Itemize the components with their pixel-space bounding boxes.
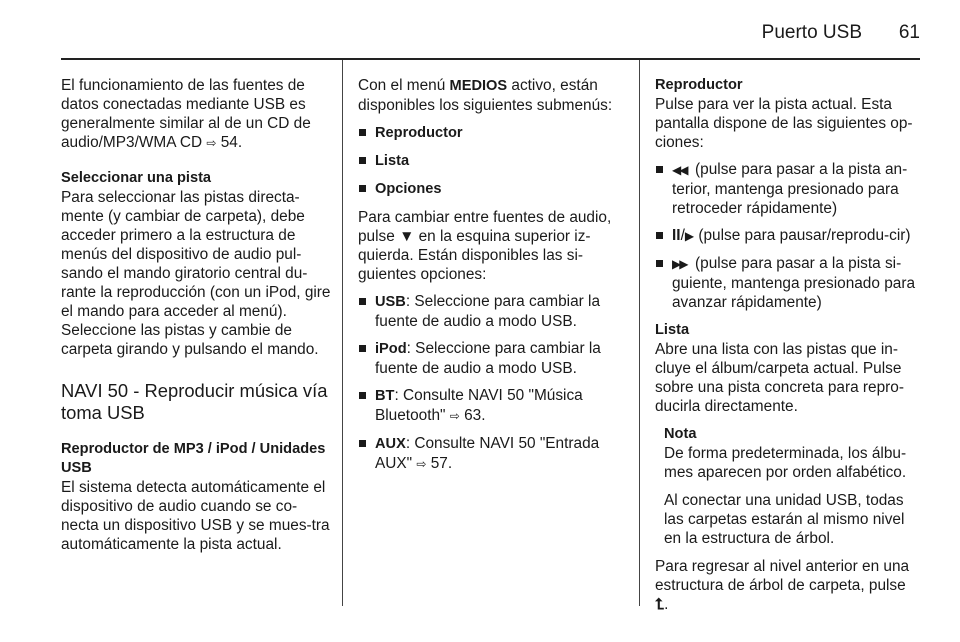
menu-paragraph: Con el menú MEDIOS activo, están disponibles los siguientes submenús: [358,77,613,114]
column-divider-1 [342,60,343,606]
page-ref-arrow-icon: ⇨ [449,409,460,423]
note-paragraph: De forma predeterminada, los álbu-mes aparecen por orden alfabético. [664,445,907,481]
submenu-item: Reproductor [358,123,626,143]
bullet-square-icon [359,392,366,399]
player-item: ◀◀ (pulse para pasar a la pista an-terior, mantenga presionado para retroceder rápidamente) [655,160,923,218]
section-heading: NAVI 50 - Reproducir música vía toma USB [61,380,328,423]
page-ref-arrow-icon: ⇨ [416,457,427,471]
bullet-square-icon [656,232,663,239]
pause-play-icon: II/▶ [672,227,695,244]
bullet-square-icon [359,298,366,305]
note-paragraph: Al conectar una unidad USB, todas las carpetas estarán al mismo nivel en la estructura de árbol. [664,492,905,547]
column-2 [358,76,626,474]
option-item: USB: Seleccione para cambiar la fuente de audio a modo USB. [358,292,626,331]
header-rule [61,58,920,60]
submenu-item: Lista [358,151,626,171]
bullet-square-icon [656,166,663,173]
option-item: AUX: Consulte NAVI 50 "Entrada AUX" ⇨ 57. [358,434,626,474]
page-ref-arrow-icon: ⇨ [206,136,217,150]
select-track-heading: Seleccionar una pista [61,170,212,186]
option-item: iPod: Seleccione para cambiar la fuente de audio a modo USB. [358,339,626,378]
player-heading: Reproductor [655,77,743,93]
rewind-icon: ◀◀ [672,163,687,177]
note-heading: Nota [664,426,697,442]
bullet-square-icon [656,260,663,267]
intro-paragraph: El funcionamiento de las fuentes de datos conectadas mediante USB es generalmente similar al de un CD de audio/MP3/WMA CD ⇨ 54. [61,77,311,151]
change-source-paragraph: Para cambiar entre fuentes de audio, pulse ▼ en la esquina superior iz-quierda. Están disponibles las si-guientes opciones: [358,209,612,283]
back-arrow-icon: ⮤ [655,596,665,613]
bullet-square-icon [359,345,366,352]
column-3 [655,76,923,614]
submenu-item: Opciones [358,179,626,199]
page-title: Puerto USB [761,22,862,43]
column-divider-2 [639,60,640,606]
player-item: II/▶ (pulse para pausar/reprodu-cir) [655,226,923,246]
fast-forward-icon: ▶▶ [672,257,687,271]
player-body: Pulse para ver la pista actual. Esta pantalla dispone de las siguientes op-ciones: [655,96,913,151]
mp3-body: El sistema detecta automáticamente el dispositivo de audio cuando se co-necta un dispositivo USB y se mues-tra automáticamente la pista actual. [61,479,330,553]
list-heading: Lista [655,322,690,338]
note-block [655,425,923,548]
back-paragraph: Para regresar al nivel anterior en una estructura de árbol de carpeta, pulse ⮤. [655,558,910,613]
bullet-square-icon [359,157,366,164]
select-track-body: Para seleccionar las pistas directa-mente (y cambiar de carpeta), debe acceder primero a la estructura de menús del dispositivo de audio pul-sando el mando giratorio central du-rante la reproducción (con un iPod, gire el mando para acceder al menú). Seleccione las pistas y cambie de carpeta girando y pulsando el mando. [61,189,331,358]
bullet-square-icon [359,185,366,192]
list-body: Abre una lista con las pistas que in-cluye el álbum/carpeta actual. Pulse sobre una pista concreta para repro-ducirla directamente. [655,341,904,415]
mp3-heading: Reproductor de MP3 / iPod / Unidades USB [61,441,326,476]
column-1 [61,76,331,554]
player-item: ▶▶ (pulse para pasar a la pista si-guiente, mantenga presionado para avanzar rápidamente) [655,254,923,312]
page-number: 61 [898,22,920,43]
down-triangle-icon: ▼ [399,228,415,245]
option-item: BT: Consulte NAVI 50 "Música Bluetooth" ⇨ 63. [358,386,626,426]
bullet-square-icon [359,129,366,136]
bullet-square-icon [359,440,366,447]
